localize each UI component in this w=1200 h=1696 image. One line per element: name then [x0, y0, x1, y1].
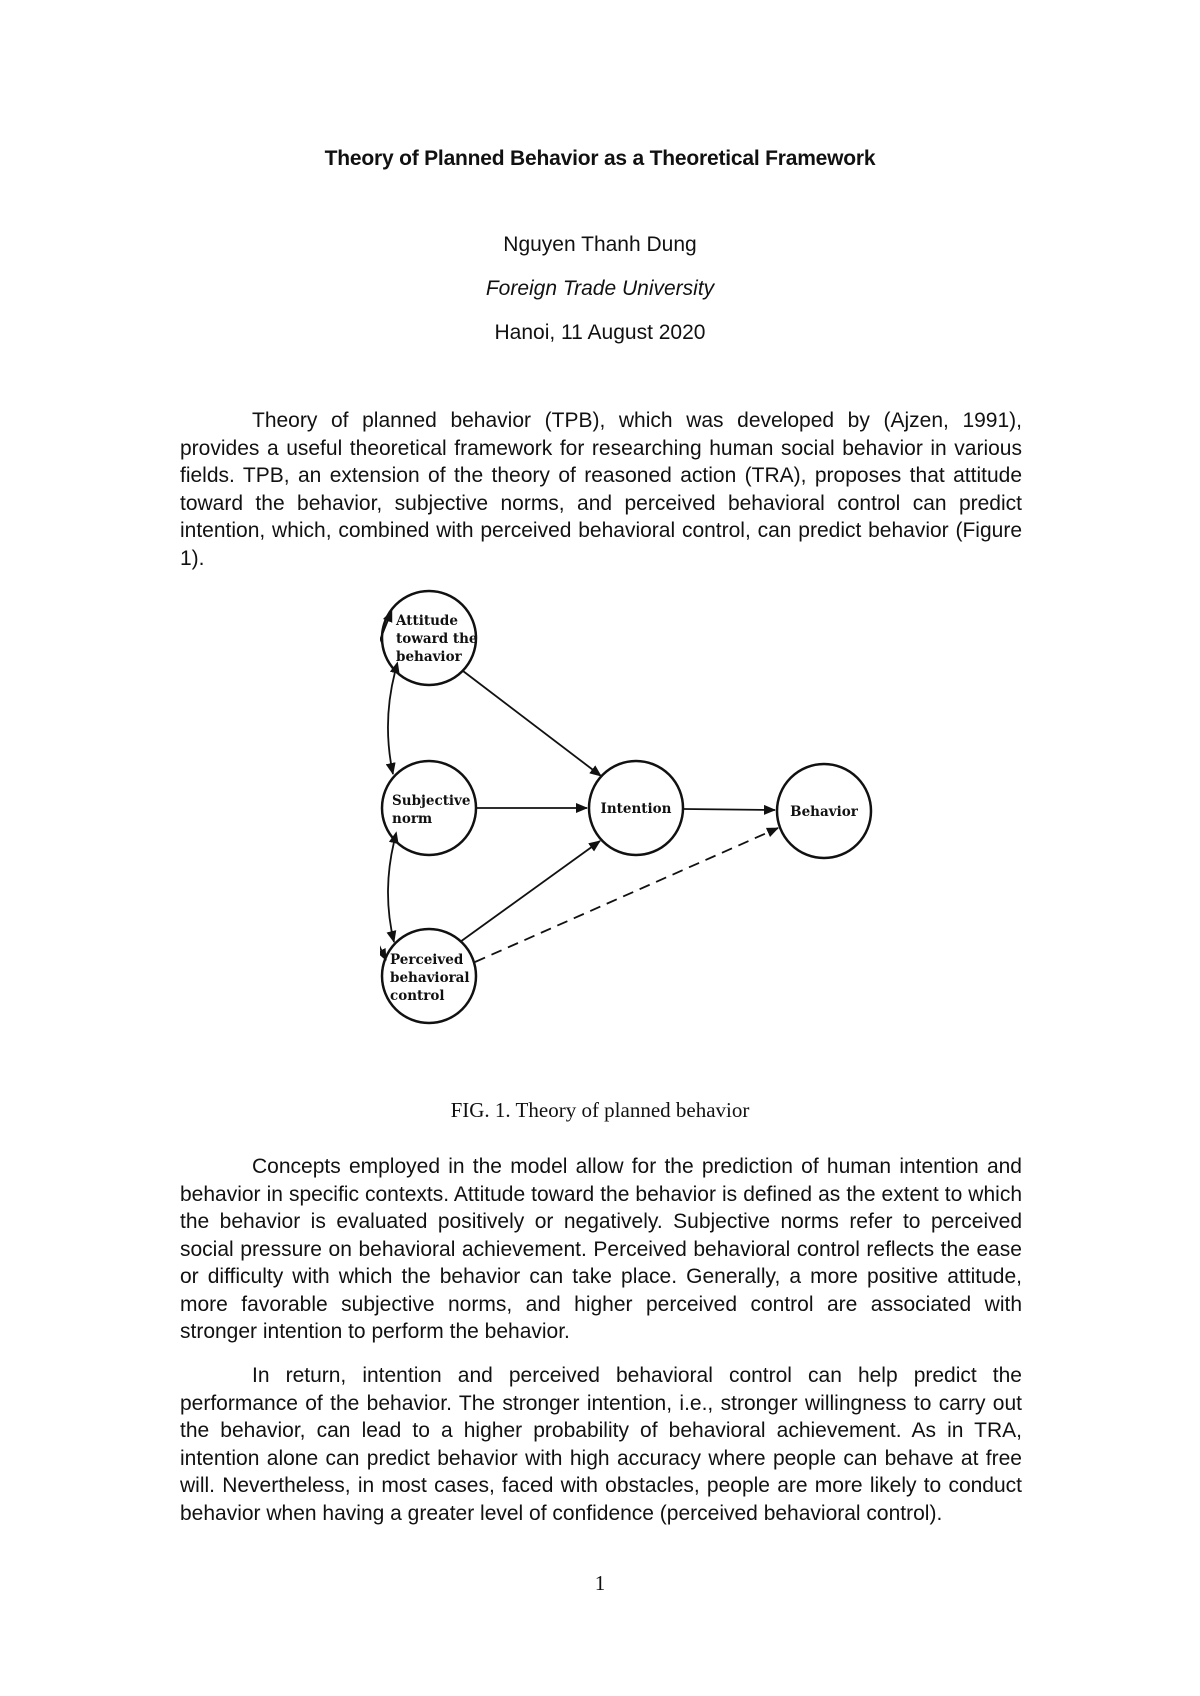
- paragraph-concepts: [180, 1153, 1022, 1346]
- author-affiliation: Foreign Trade University: [485, 277, 715, 300]
- tpb-diagram: [380, 588, 880, 1048]
- arrow-intention-behavior: [684, 809, 775, 810]
- arrow-attitude-intention: [463, 671, 601, 776]
- paragraph-intro-text: Theory of planned behavior (TPB), which was developed by (Ajzen, 1991), provides a useful theoretical framework for researching human social behavior in various fields. TPB, an extension of the theory of reasoned action (TRA), proposes that attitude toward the behavior, subjective norms, and perceived behavioral control can predict intention, which, combined with perceived behavioral control, can predict behavior (Figure 1).: [180, 409, 1022, 570]
- tpb-figure: [380, 588, 880, 1048]
- label-attitude: Attitude toward the behavior: [396, 613, 478, 665]
- label-subjective-norm: Subjective norm: [392, 793, 471, 827]
- author-name: Nguyen Thanh Dung: [503, 233, 697, 256]
- page-number: 1: [594, 1571, 606, 1595]
- paragraph-intro: [180, 407, 1022, 572]
- figure-caption: FIG. 1. Theory of planned behavior: [450, 1098, 750, 1122]
- arc-attitude-norm: [388, 672, 395, 774]
- label-behavior: Behavior: [790, 804, 858, 820]
- paragraph-prediction: [180, 1362, 1022, 1527]
- place-and-date: Hanoi, 11 August 2020: [494, 321, 706, 344]
- paragraph-concepts-text: Concepts employed in the model allow for the prediction of human intention and behavior in specific contexts. Attitude toward the behavior is defined as the extent to which the behavior is evaluated positively or negatively. Subjective norms refer to perceived social pressure on behavioral achievement. Perceived behavioral control reflects the ease or difficulty with which the behavior can take place. Generally, a more positive attitude, more favorable subjective norms, and higher perceived control are associated with stronger intention to perform the behavior.: [180, 1155, 1022, 1343]
- arrow-pbc-intention: [460, 841, 600, 942]
- paragraph-prediction-text: In return, intention and perceived behavioral control can help predict the performance of the behavior. The stronger intention, i.e., stronger willingness to carry out the behavior, can lead to a higher probability of behavioral achievement. As in TRA, intention alone can predict behavior with high accuracy where people can behave at free will. Nevertheless, in most cases, faced with obstacles, people are more likely to conduct behavior when having a greater level of confidence (perceived behavioral control).: [180, 1364, 1022, 1525]
- label-pbc: Perceived behavioral control: [390, 952, 470, 1004]
- label-intention: Intention: [600, 801, 672, 817]
- arc-norm-pbc: [388, 842, 394, 942]
- paper-title: Theory of Planned Behavior as a Theoretical Framework: [324, 147, 876, 170]
